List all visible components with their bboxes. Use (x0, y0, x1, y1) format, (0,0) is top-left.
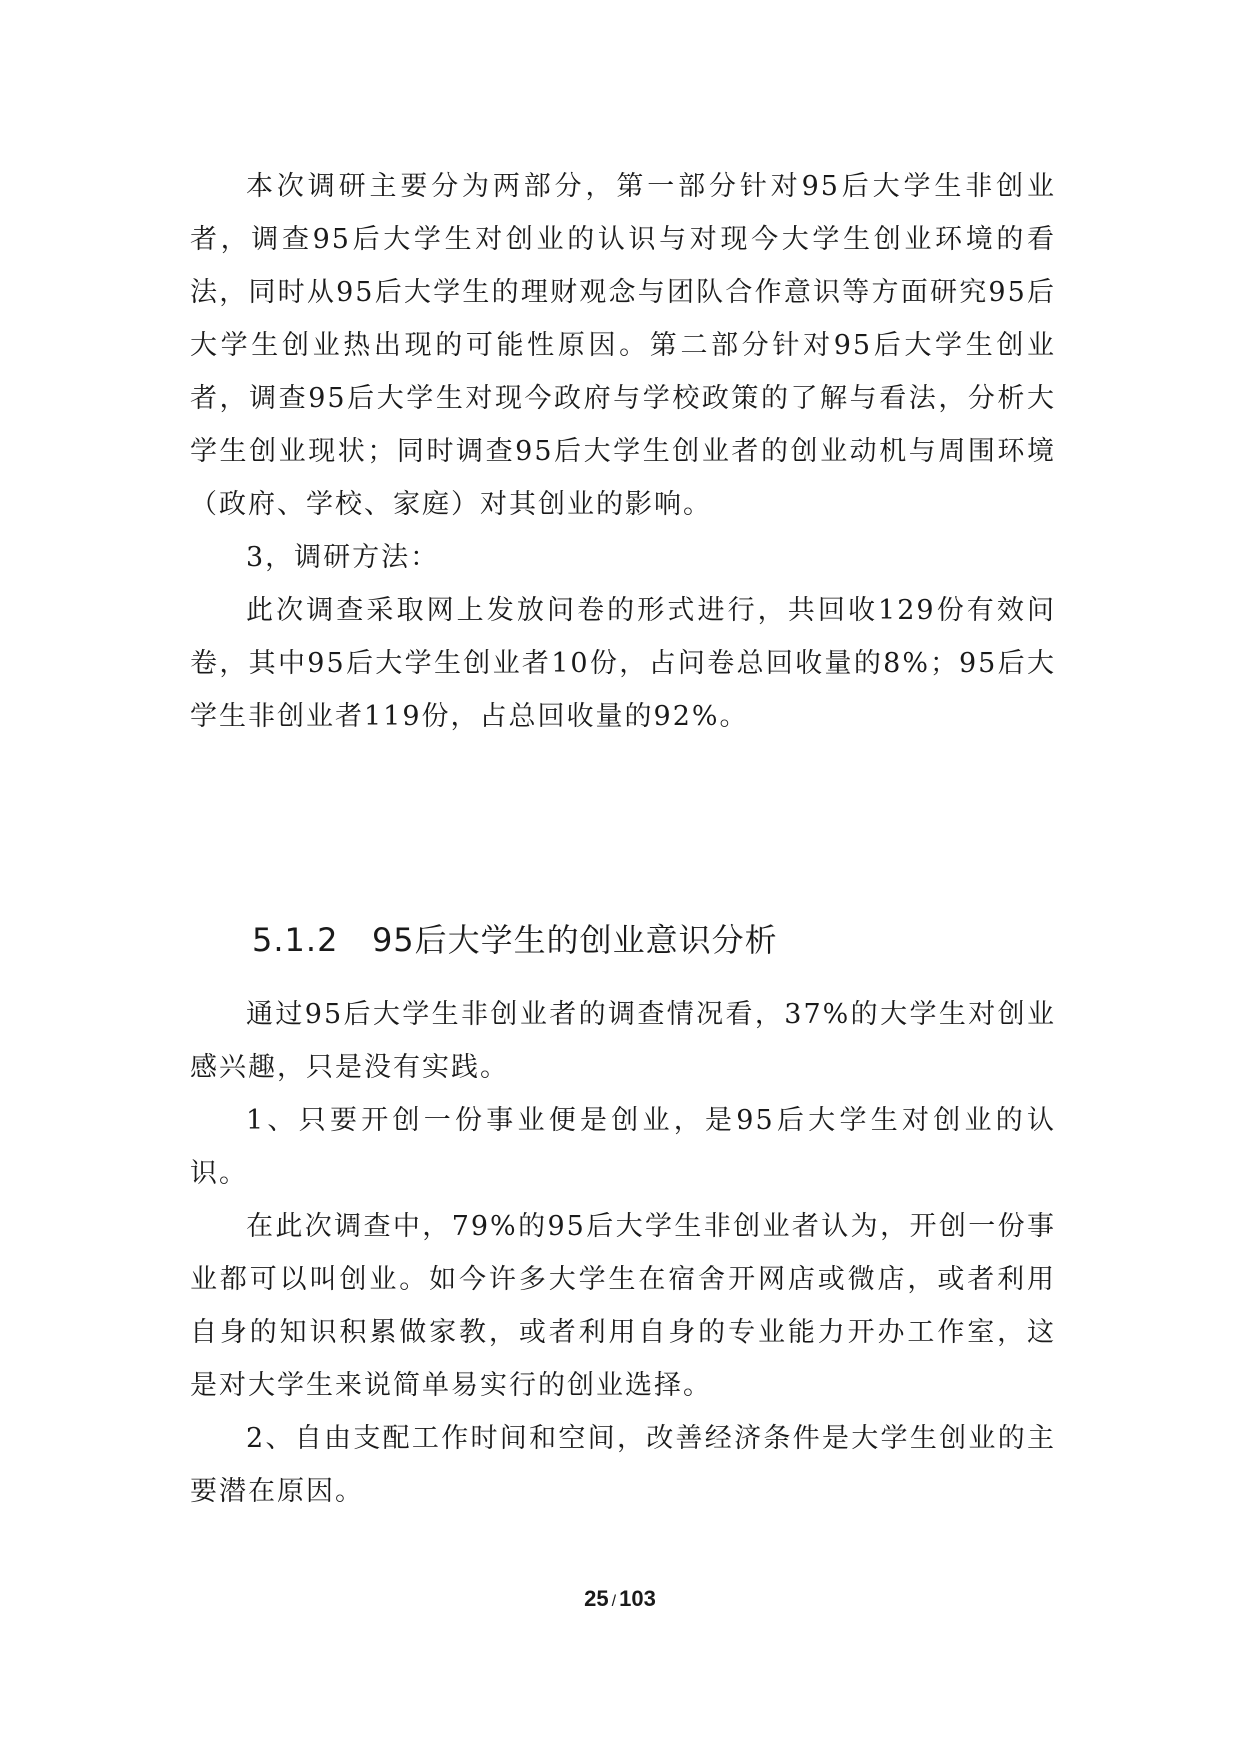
paragraph-interest: 通过95后大学生非创业者的调查情况看，37%的大学生对创业感兴趣，只是没有实践。 (190, 999, 1056, 1083)
total-pages: 103 (619, 1586, 656, 1611)
page-separator: / (611, 1593, 617, 1610)
paragraph-research-scope: 本次调研主要分为两部分，第一部分针对95后大学生非创业者，调查95后大学生对创业的认识与对现今大学生创业环境的看法，同时从95后大学生的理财观念与团队合作意识等方面研究95后大学生创业热出现的可能性原因。第二部分针对95后大学生创业者，调查95后大学生对现今政府与学校政策的了解与看法，分析大学生创业现状；同时调查95后大学生创业者的创业动机与周围环境（政府、学校、家庭）对其创业的影响。 (190, 171, 1056, 520)
paragraph-point-1: 1、只要开创一份事业便是创业，是95后大学生对创业的认识。 (190, 1105, 1056, 1189)
section-heading (252, 920, 778, 960)
paragraph-method-detail: 此次调查采取网上发放问卷的形式进行，共回收129份有效问卷，其中95后大学生创业者10份，占问卷总回收量的8%；95后大学生非创业者119份，占总回收量的92%。 (190, 595, 1056, 732)
current-page: 25 (584, 1586, 609, 1611)
paragraph-method-label: 3，调研方法： (246, 542, 440, 573)
paragraph-point-2: 2、自由支配工作时间和空间，改善经济条件是大学生创业的主要潜在原因。 (190, 1423, 1056, 1507)
section-title: 95后大学生的创业意识分析 (371, 921, 778, 959)
section-number: 5.1.2 (252, 921, 339, 959)
paragraph-point-1-detail: 在此次调查中，79%的95后大学生非创业者认为，开创一份事业都可以叫创业。如今许多大学生在宿舍开网店或微店，或者利用自身的知识积累做家教，或者利用自身的专业能力开办工作室，这是对大学生来说简单易实行的创业选择。 (190, 1211, 1056, 1401)
section-2-body (190, 988, 1056, 1518)
section-1-body (190, 160, 1056, 743)
page-number (0, 1586, 1240, 1612)
